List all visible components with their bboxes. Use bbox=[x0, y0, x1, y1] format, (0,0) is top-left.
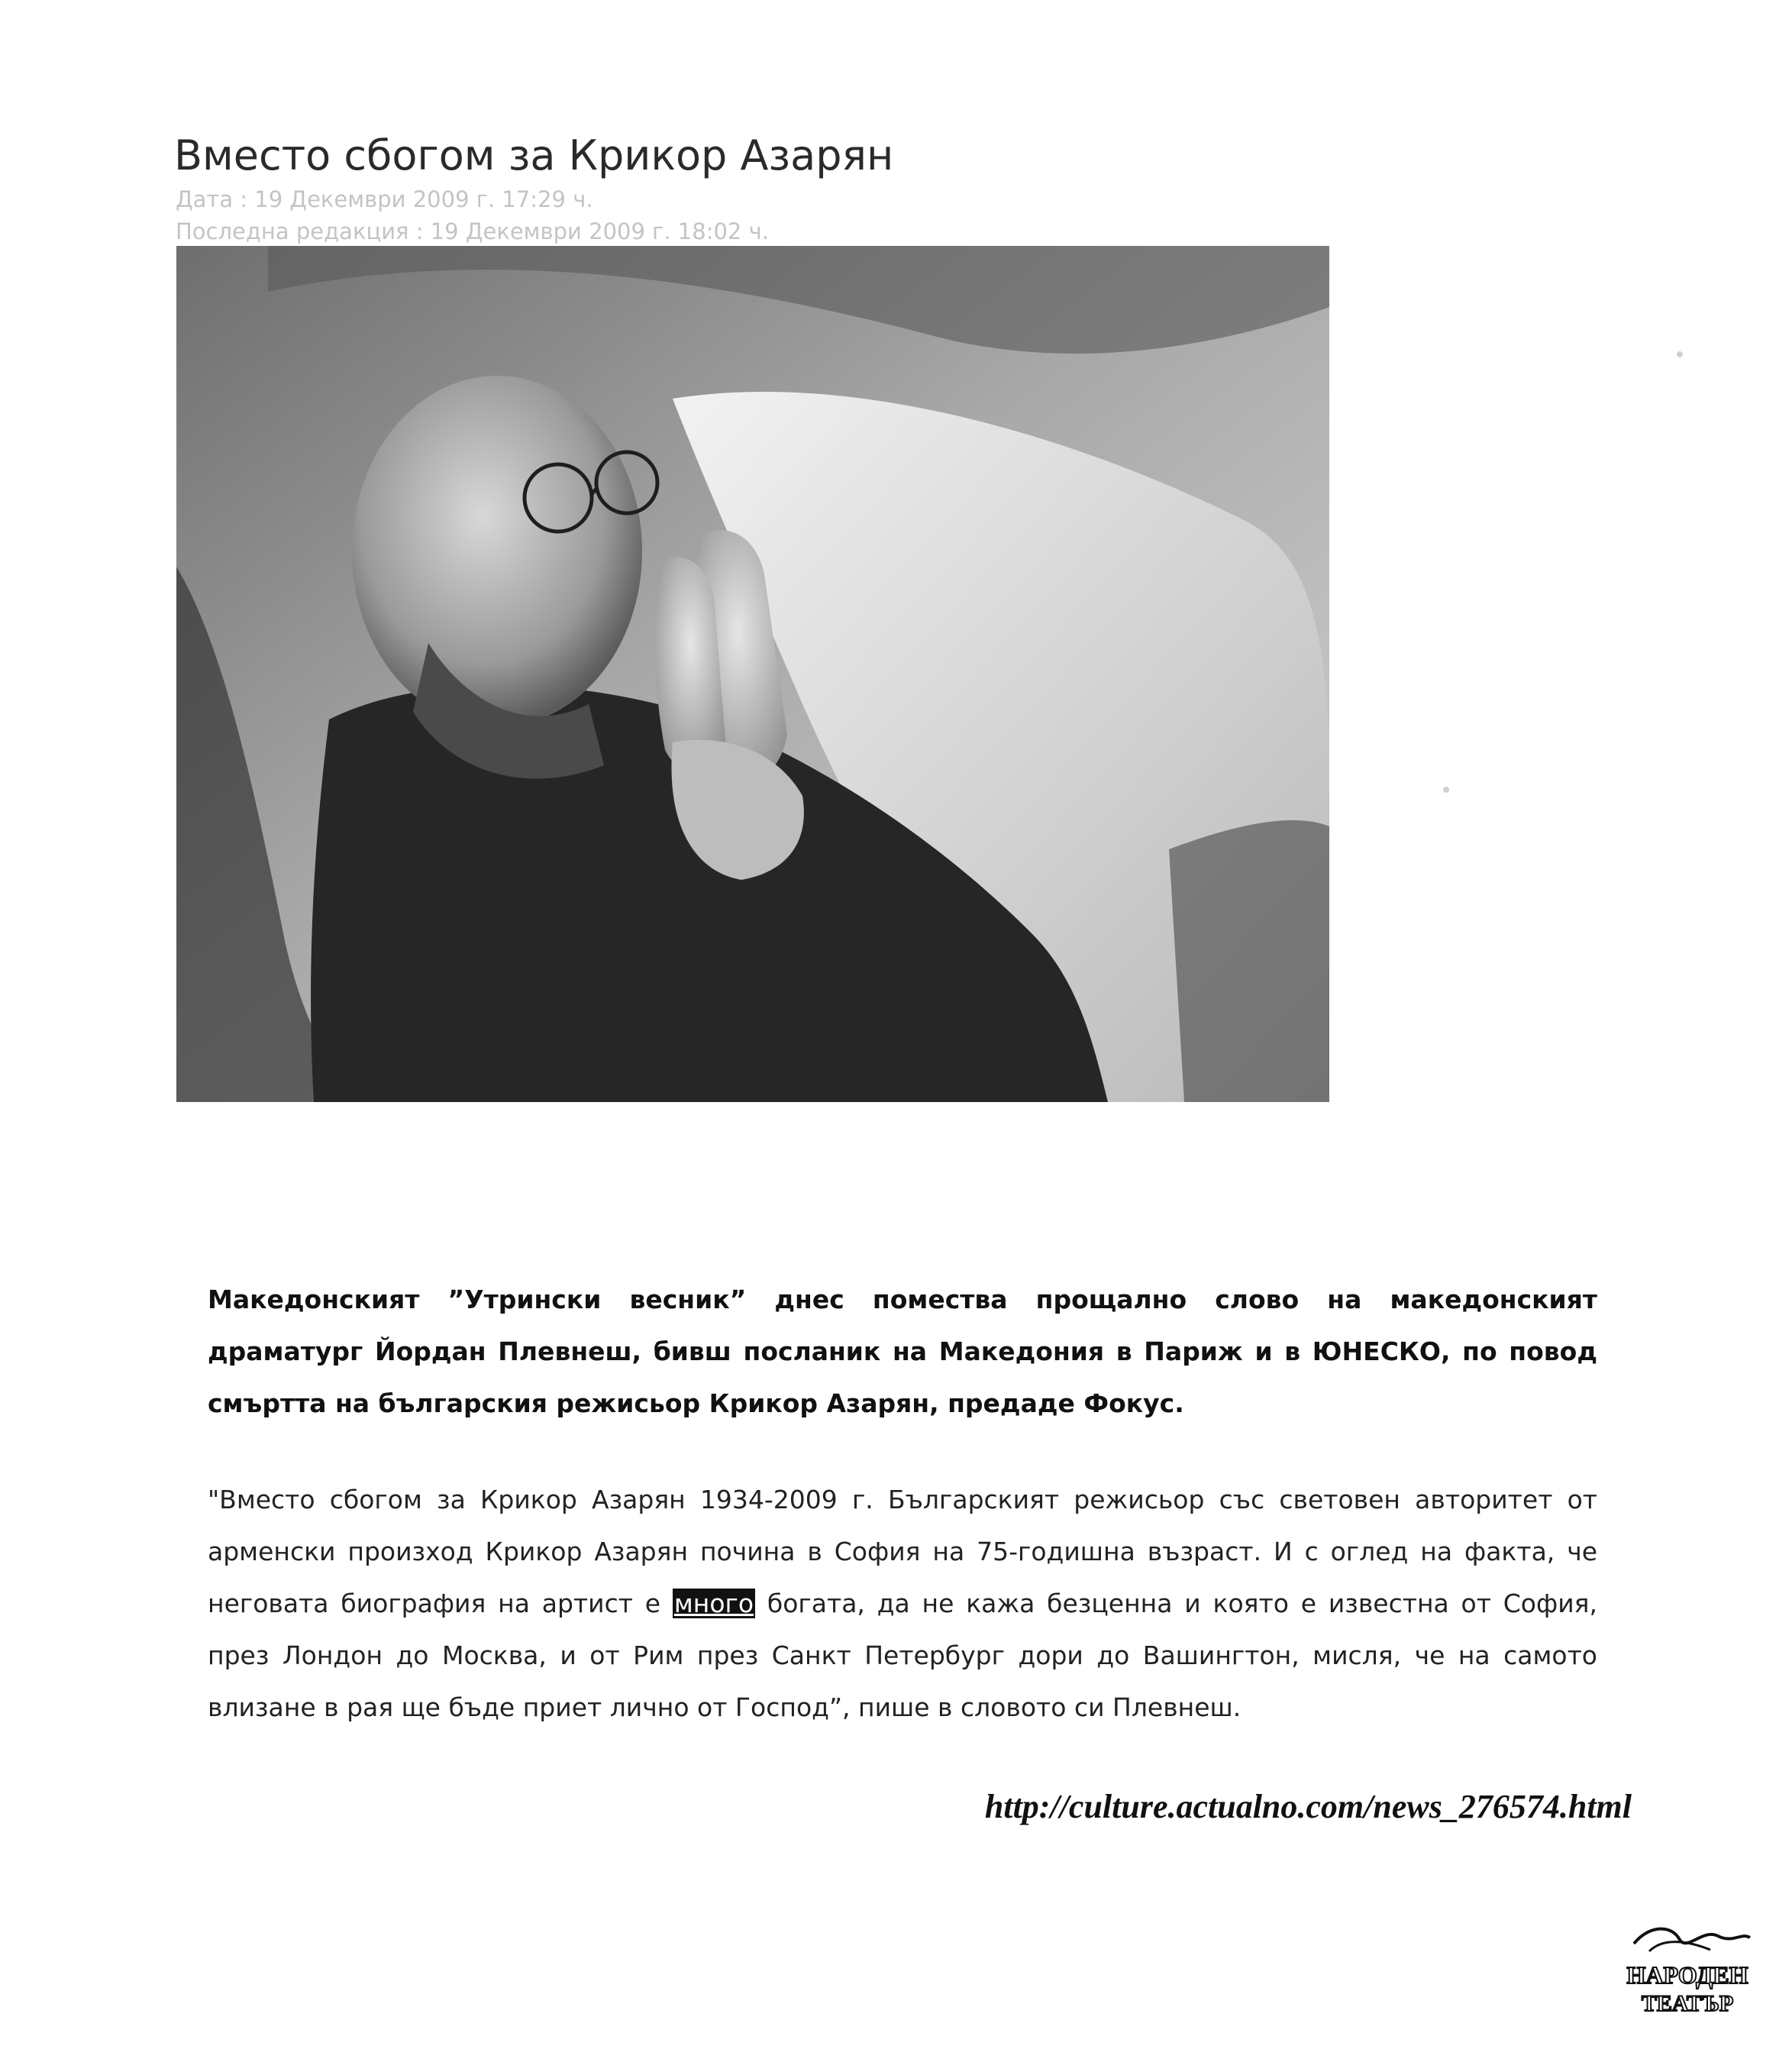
article-body bbox=[208, 1474, 1597, 1734]
scan-speck bbox=[1677, 351, 1683, 357]
article-photo bbox=[176, 246, 1329, 1102]
article-title: Вместо сбогом за Крикор Азарян bbox=[174, 131, 894, 179]
stamp-line-2: ТЕАТЪР bbox=[1641, 1991, 1734, 2016]
national-theatre-stamp bbox=[1619, 1921, 1756, 2020]
article-body-part-1: "Вместо сбогом за Крикор Азарян 1934-2009 г. Българският режисьор със световен авторитет от арменски произход Крикор Азарян почина в София на 75-годишна възраст. И с оглед на факта, че неговата биография на артист е bbox=[208, 1485, 1597, 1618]
stamp-line-1: НАРОДЕН bbox=[1626, 1961, 1748, 1989]
article-body-part-2: богата, да не кажа безценна и която е известна от София, през Лондон до Москва, и от Рим през Санкт Петербург дори до Вашингтон, мисля, че на самото влизане в рая ще бъде приет лично от Господ”, пише в словото си Плевнеш. bbox=[208, 1589, 1597, 1722]
source-url: http://culture.actualno.com/news_276574.html bbox=[984, 1788, 1632, 1825]
scan-speck bbox=[1443, 787, 1449, 793]
publish-date: Дата : 19 Декември 2009 г. 17:29 ч. bbox=[176, 186, 593, 212]
last-edited-date: Последна редакция : 19 Декември 2009 г. 18:02 ч. bbox=[176, 218, 769, 244]
article-lead: Македонският ”Утрински весник” днес помества прощално слово на македонският драматург Йордан Плевнеш, бивш посланик на Македония в Париж и в ЮНЕСКО, по повод смъртта на българския режисьор Крикор Азарян, предаде Фокус. bbox=[208, 1285, 1597, 1418]
highlighted-word: много bbox=[673, 1589, 754, 1618]
